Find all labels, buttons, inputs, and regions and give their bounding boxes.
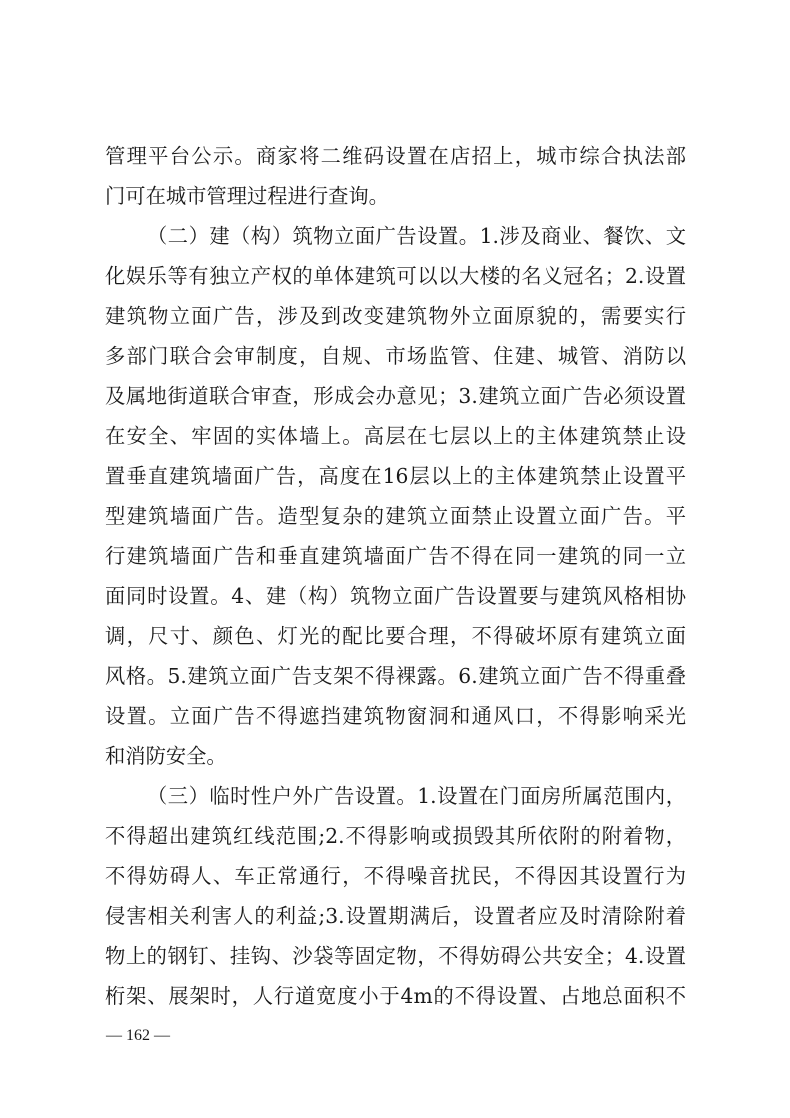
text-line: 不得妨碍人、车正常通行，不得噪音扰民，不得因其设置行为: [105, 864, 686, 888]
text-line: 置垂直建筑墙面广告，高度在16层以上的主体建筑禁止设置平: [105, 464, 686, 488]
text-line: （二）建（构）筑物立面广告设置。1.涉及商业、餐饮、文: [147, 224, 686, 248]
text-line: （三）临时性户外广告设置。1.设置在门面房所属范围内，: [147, 784, 686, 808]
text-line: 化娱乐等有独立产权的单体建筑可以以大楼的名义冠名；2.设置: [105, 264, 686, 288]
text-line: 和消防安全。: [105, 744, 227, 768]
text-line: 调，尺寸、颜色、灯光的配比要合理，不得破坏原有建筑立面: [105, 624, 686, 648]
text-line: 物上的钢钉、挂钩、沙袋等固定物，不得妨碍公共安全；4.设置: [105, 944, 686, 968]
text-line: 桁架、展架时，人行道宽度小于4m的不得设置、占地总面积不: [105, 984, 686, 1008]
text-line: 面同时设置。4、建（构）筑物立面广告设置要与建筑风格相协: [105, 584, 686, 608]
text-line: 在安全、牢固的实体墙上。高层在七层以上的主体建筑禁止设: [105, 424, 686, 448]
text-line: 设置。立面广告不得遮挡建筑物窗洞和通风口，不得影响采光: [105, 704, 686, 728]
page-number: — 162 —: [106, 1027, 170, 1044]
text-line: 侵害相关利害人的利益;3.设置期满后，设置者应及时清除附着: [105, 904, 686, 928]
text-line: 及属地街道联合审查，形成会办意见；3.建筑立面广告必须设置: [105, 384, 686, 408]
text-line: 不得超出建筑红线范围;2.不得影响或损毁其所依附的附着物，: [105, 824, 686, 848]
text-line: 型建筑墙面广告。造型复杂的建筑立面禁止设置立面广告。平: [105, 504, 686, 528]
text-line: 建筑物立面广告，涉及到改变建筑物外立面原貌的，需要实行: [105, 304, 686, 328]
text-line: 风格。5.建筑立面广告支架不得裸露。6.建筑立面广告不得重叠: [105, 664, 686, 688]
text-line: 门可在城市管理过程进行查询。: [105, 184, 389, 208]
text-line: 行建筑墙面广告和垂直建筑墙面广告不得在同一建筑的同一立: [105, 544, 686, 568]
text-line: 多部门联合会审制度，自规、市场监管、住建、城管、消防以: [105, 344, 686, 368]
text-line: 管理平台公示。商家将二维码设置在店招上，城市综合执法部: [105, 144, 686, 168]
